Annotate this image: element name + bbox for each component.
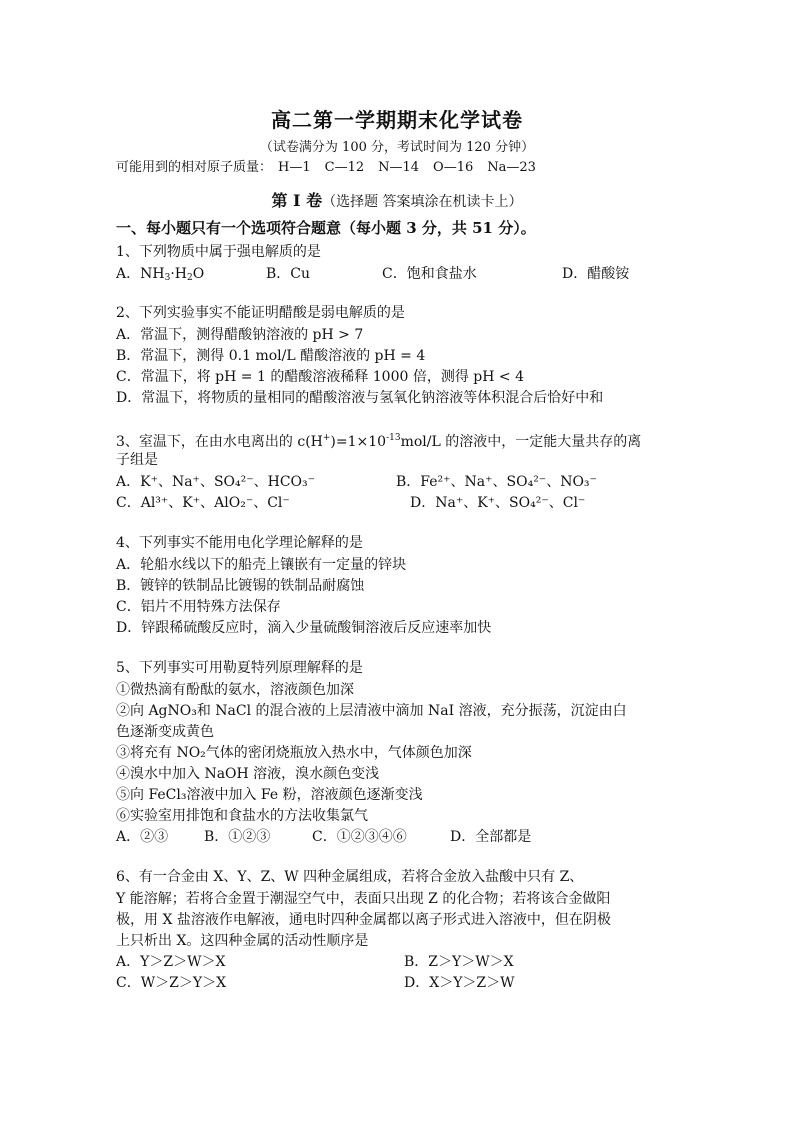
option-a: A．K⁺、Na⁺、SO₄²⁻、HCO₃⁻ xyxy=(116,474,316,490)
atomic-masses xyxy=(116,158,550,178)
statement-2: ②向 AgNO₃和 NaCl 的混合液的上层清液中滴加 NaI 溶液，充分振荡，沉淀由白 xyxy=(116,703,627,719)
question-6-stem-cont: Y 能溶解；若将合金置于潮湿空气中，表面只出现 Z 的化合物；若将该合金做阳 xyxy=(116,891,611,907)
option-a: A．轮船水线以下的船壳上镶嵌有一定量的锌块 xyxy=(116,557,407,573)
page-title: 高二第一学期期末化学试卷 xyxy=(271,108,523,132)
option-d: D．X＞Y＞Z＞W xyxy=(404,975,515,991)
subscript: 3 xyxy=(164,273,171,283)
superscript: + xyxy=(322,433,331,443)
option-b: B．Fe²⁺、Na⁺、SO₄²⁻、NO₃⁻ xyxy=(396,474,597,490)
part-note: （选择题 答案填涂在机读卡上） xyxy=(322,194,523,210)
option-d: D．醋酸铵 xyxy=(562,266,630,282)
question-3-stem-cont: 子组是 xyxy=(116,452,158,468)
atomic-mass: Na—23 xyxy=(487,160,536,175)
part-title: 第 I 卷 xyxy=(271,191,323,210)
atomic-mass: H—1 xyxy=(278,160,311,175)
statement-6: ⑥实验室用排饱和食盐水的方法收集氯气 xyxy=(116,808,368,824)
option-a: A．②③ xyxy=(116,829,169,845)
option-d: D．Na⁺、K⁺、SO₄²⁻、Cl⁻ xyxy=(410,495,586,511)
option-c: C．Al³⁺、K⁺、AlO₂⁻、Cl⁻ xyxy=(116,495,290,511)
question-1-stem: 1、下列物质中属于强电解质的是 xyxy=(116,244,321,260)
question-4-stem: 4、下列事实不能用电化学理论解释的是 xyxy=(116,535,363,551)
option-a: A．Y＞Z＞W＞X xyxy=(116,954,226,970)
question-6-stem: 6、有一合金由 X、Y、Z、W 四种金属组成，若将合金放入盐酸中只有 Z、 xyxy=(116,869,584,885)
option-c: C．常温下，将 pH = 1 的醋酸溶液稀释 1000 倍，测得 pH < 4 xyxy=(116,369,525,385)
option-b: B．①②③ xyxy=(204,829,271,845)
statement-5: ⑤向 FeCl₃溶液中加入 Fe 粉，溶液颜色逐渐变浅 xyxy=(116,787,423,803)
atomic-masses-label: 可能用到的相对原子质量： xyxy=(116,160,273,175)
option-b: B．Cu xyxy=(266,266,311,282)
atomic-mass: C—12 xyxy=(324,160,365,175)
question-6-stem-cont: 极，用 X 盐溶液作电解液，通电时四种金属都以离子形式进入溶液中，但在阴极 xyxy=(116,912,611,928)
atomic-mass: O—16 xyxy=(433,160,474,175)
option-b: B．常温下，测得 0.1 mol/L 醋酸溶液的 pH = 4 xyxy=(116,348,426,364)
stem-text: )=1×10 xyxy=(330,434,387,450)
option-c: C．①②③④⑥ xyxy=(312,829,407,845)
option-a-text: ·H xyxy=(170,266,187,282)
statement-4: ④溴水中加入 NaOH 溶液，溴水颜色变浅 xyxy=(116,766,380,782)
option-c: C．饱和食盐水 xyxy=(382,266,477,282)
question-3-stem xyxy=(116,428,641,452)
statement-3: ③将充有 NO₂气体的密闭烧瓶放入热水中，气体颜色加深 xyxy=(116,745,472,761)
stem-text: 3、室温下，在由水电离出的 c(H xyxy=(116,434,323,450)
option-c: C．铝片不用特殊方法保存 xyxy=(116,599,281,615)
option-b: B．Z＞Y＞W＞X xyxy=(404,954,514,970)
question-6-stem-cont: 上只析出 X。这四种金属的活动性顺序是 xyxy=(116,933,369,949)
atomic-mass: N—14 xyxy=(378,160,420,175)
option-b: B．镀锌的铁制品比镀锡的铁制品耐腐蚀 xyxy=(116,578,365,594)
stem-text: mol/L 的溶液中，一定能大量共存的离 xyxy=(400,434,642,450)
section-heading: 一、每小题只有一个选项符合题意（每小题 3 分，共 51 分）。 xyxy=(116,219,536,237)
option-d: D．锌跟稀硫酸反应时，滴入少量硫酸铜溶液后反应速率加快 xyxy=(116,620,492,636)
option-d: D．全部都是 xyxy=(450,829,532,845)
option-a: A．常温下，测得醋酸钠溶液的 pH > 7 xyxy=(116,327,364,343)
question-5-stem: 5、下列事实可用勒夏特列原理解释的是 xyxy=(116,660,363,676)
option-c: C．W＞Z＞Y＞X xyxy=(116,975,227,991)
exam-subtitle: （试卷满分为 100 分，考试时间为 120 分钟） xyxy=(259,140,535,155)
option-a-text: O xyxy=(192,266,205,282)
option-a-text: A．NH xyxy=(116,266,165,282)
statement-1: ①微热滴有酚酞的氨水，溶液颜色加深 xyxy=(116,682,354,698)
part-heading xyxy=(0,188,794,211)
statement-2-cont: 色逐渐变成黄色 xyxy=(116,724,214,740)
superscript: -13 xyxy=(386,433,401,443)
subscript: 2 xyxy=(186,273,193,283)
option-d: D．常温下，将物质的量相同的醋酸溶液与氢氧化钠溶液等体积混合后恰好中和 xyxy=(116,390,604,406)
question-2-stem: 2、下列实验事实不能证明醋酸是弱电解质的是 xyxy=(116,305,405,321)
option-a xyxy=(116,264,204,288)
